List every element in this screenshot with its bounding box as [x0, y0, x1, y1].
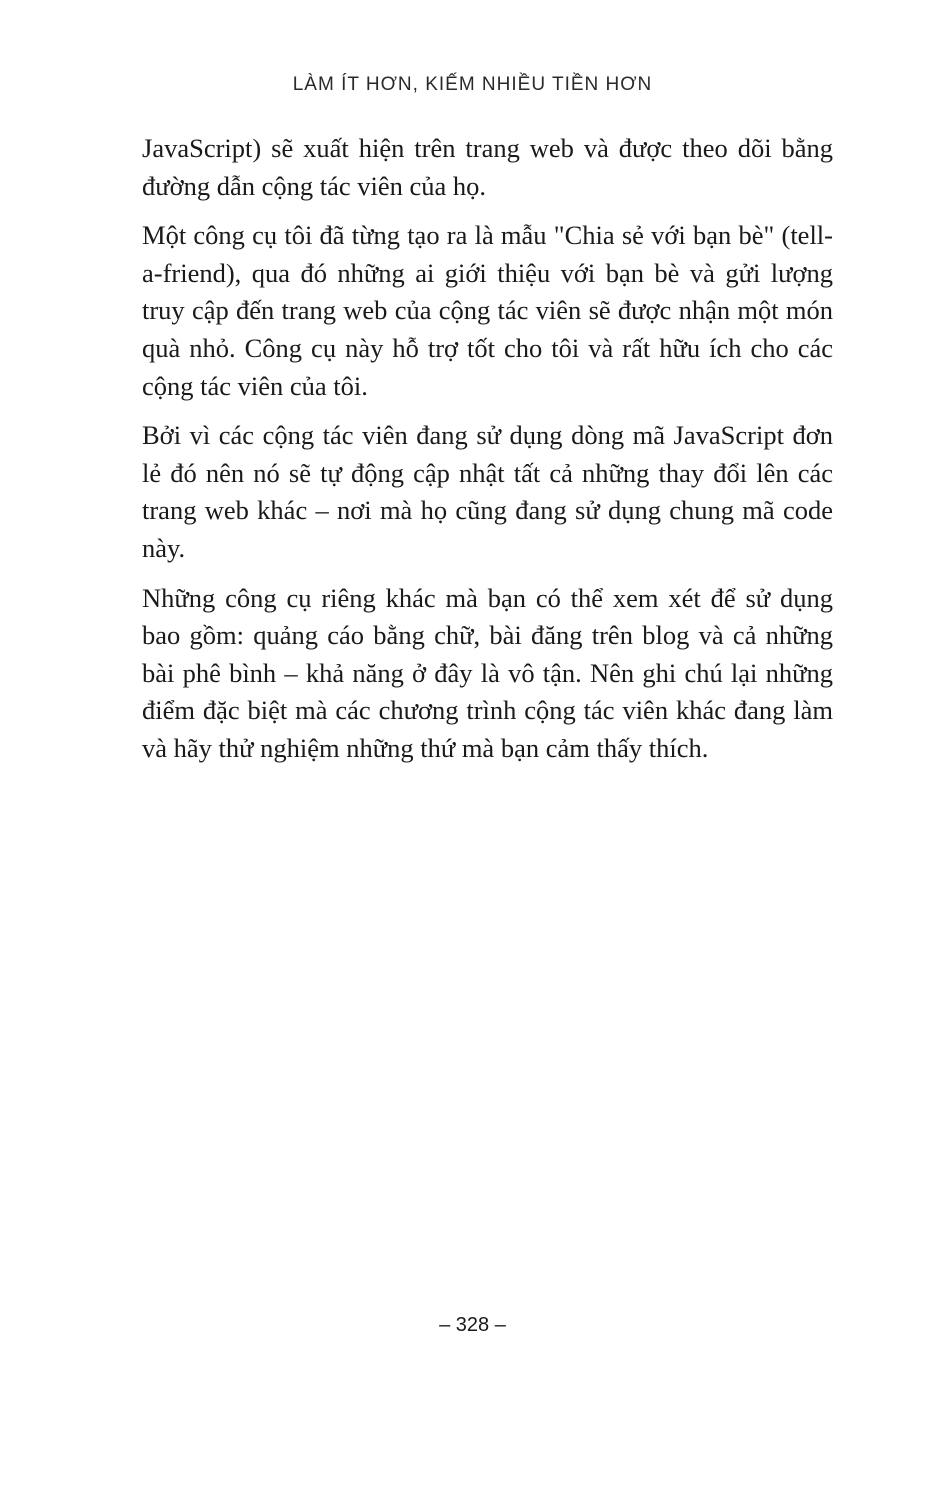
- running-header: LÀM ÍT HƠN, KIẾM NHIỀU TIỀN HƠN: [292, 74, 653, 95]
- paragraph: Bởi vì các cộng tác viên đang sử dụng dòng mã JavaScript đơn lẻ đó nên nó sẽ tự động cập nhật tất cả những thay đổi lên các trang web khác – nơi mà họ cũng đang sử dụng chung mã code này.: [142, 420, 833, 563]
- body-text: [142, 130, 833, 780]
- paragraph: Những công cụ riêng khác mà bạn có thể xem xét để sử dụng bao gồm: quảng cáo bằng chữ, bài đăng trên blog và cả những bài phê bình – khả năng ở đây là vô tận. Nên ghi chú lại những điểm đặc biệt mà các chương trình cộng tác viên khác đang làm và hãy thử nghiệm những thứ mà bạn cảm thấy thích.: [142, 582, 833, 763]
- page-number: – 328 –: [439, 1314, 506, 1336]
- paragraph: Một công cụ tôi đã từng tạo ra là mẫu "Chia sẻ với bạn bè" (tell-a-friend), qua đó những ai giới thiệu với bạn bè và gửi lượng truy cập đến trang web của cộng tác viên sẽ được nhận một món quà nhỏ. Công cụ này hỗ trợ tốt cho tôi và rất hữu ích cho các cộng tác viên của tôi.: [142, 220, 833, 401]
- paragraph: JavaScript) sẽ xuất hiện trên trang web và được theo dõi bằng đường dẫn cộng tác viên của họ.: [142, 133, 833, 201]
